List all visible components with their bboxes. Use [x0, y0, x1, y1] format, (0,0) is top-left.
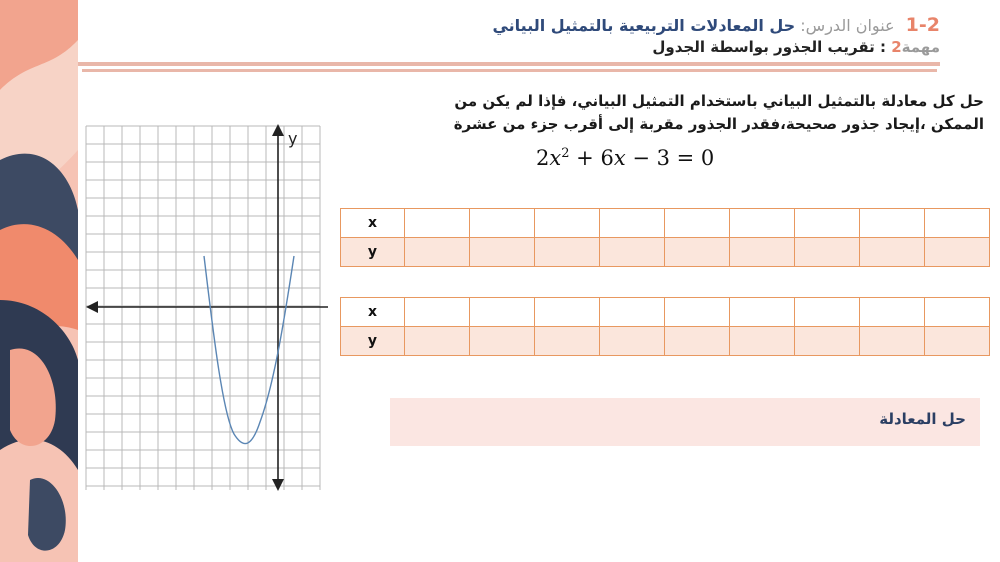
table-row-y [341, 327, 990, 356]
table-cell[interactable] [925, 298, 990, 327]
task-label: مهمة [901, 38, 940, 56]
lesson-number: 1-2 [905, 14, 940, 36]
table-cell[interactable] [600, 238, 665, 267]
equation [536, 146, 714, 170]
table-cell[interactable] [535, 327, 600, 356]
table-cell[interactable] [470, 209, 535, 238]
answer-box[interactable] [390, 398, 980, 446]
table-cell[interactable] [665, 238, 730, 267]
value-table-1 [340, 208, 990, 267]
table-cell[interactable] [860, 238, 925, 267]
graph-grid [86, 126, 320, 490]
table-cell[interactable] [405, 209, 470, 238]
equation-constant: − 3 = 0 [625, 146, 715, 170]
table-cell[interactable] [600, 298, 665, 327]
table-cell[interactable] [405, 238, 470, 267]
table-cell[interactable] [860, 209, 925, 238]
y-axis-label: y [288, 129, 298, 148]
lesson-label: عنوان الدرس: [800, 16, 895, 35]
instructions-line-1: حل كل معادلة بالتمثيل البياني باستخدام التمثيل البياني، فإذا لم يكن من [454, 92, 984, 110]
equation-exponent: 2 [561, 146, 570, 161]
table-cell[interactable] [730, 298, 795, 327]
value-table-2 [340, 297, 990, 356]
table-row-x [341, 298, 990, 327]
task-title: : تقريب الجذور بواسطة الجدول [652, 38, 886, 56]
table-cell[interactable] [665, 298, 730, 327]
table-cell[interactable] [730, 209, 795, 238]
table-cell[interactable] [860, 327, 925, 356]
table-header-x: x [341, 209, 405, 238]
table-cell[interactable] [925, 209, 990, 238]
lesson-title: حل المعادلات التربيعية بالتمثيل البياني [492, 16, 796, 35]
table-cell[interactable] [730, 327, 795, 356]
table-cell[interactable] [405, 298, 470, 327]
table-cell[interactable] [535, 238, 600, 267]
header-divider [78, 62, 940, 66]
table-cell[interactable] [665, 209, 730, 238]
table-cell[interactable] [600, 209, 665, 238]
table-cell[interactable] [925, 238, 990, 267]
table-cell[interactable] [535, 209, 600, 238]
table-row-y [341, 238, 990, 267]
equation-linear-term: + 6 [569, 146, 614, 170]
table-cell[interactable] [405, 327, 470, 356]
task-number: 2 [891, 38, 902, 56]
table-cell[interactable] [925, 327, 990, 356]
side-decoration [0, 0, 78, 562]
table-cell[interactable] [600, 327, 665, 356]
table-cell[interactable] [795, 298, 860, 327]
equation-coefficient: 2 [536, 146, 550, 170]
table-cell[interactable] [470, 327, 535, 356]
table-cell[interactable] [795, 209, 860, 238]
table-header-y: y [341, 238, 405, 267]
table-cell[interactable] [470, 238, 535, 267]
table-header-y: y [341, 327, 405, 356]
table-cell[interactable] [470, 298, 535, 327]
coordinate-graph [84, 122, 334, 494]
x-axis-arrow-left [86, 301, 98, 313]
lesson-header [240, 14, 940, 57]
table-cell[interactable] [795, 327, 860, 356]
table-cell[interactable] [730, 238, 795, 267]
task-line [240, 37, 940, 57]
table-row-x [341, 209, 990, 238]
header-divider-secondary [82, 69, 937, 72]
table-cell[interactable] [860, 298, 925, 327]
answer-label: حل المعادلة [879, 410, 966, 428]
equation-variable: x [549, 146, 562, 170]
y-axis-arrow-down [272, 479, 284, 491]
equation-variable-2: x [613, 146, 626, 170]
parabola-curve [204, 256, 294, 444]
lesson-title-line [240, 14, 940, 37]
instructions [424, 90, 984, 136]
table-header-x: x [341, 298, 405, 327]
table-cell[interactable] [535, 298, 600, 327]
table-cell[interactable] [665, 327, 730, 356]
instructions-line-2: الممكن ،إيجاد جذور صحيحة،فقدر الجذور مقربة إلى أقرب جزء من عشرة [453, 115, 984, 133]
table-cell[interactable] [795, 238, 860, 267]
